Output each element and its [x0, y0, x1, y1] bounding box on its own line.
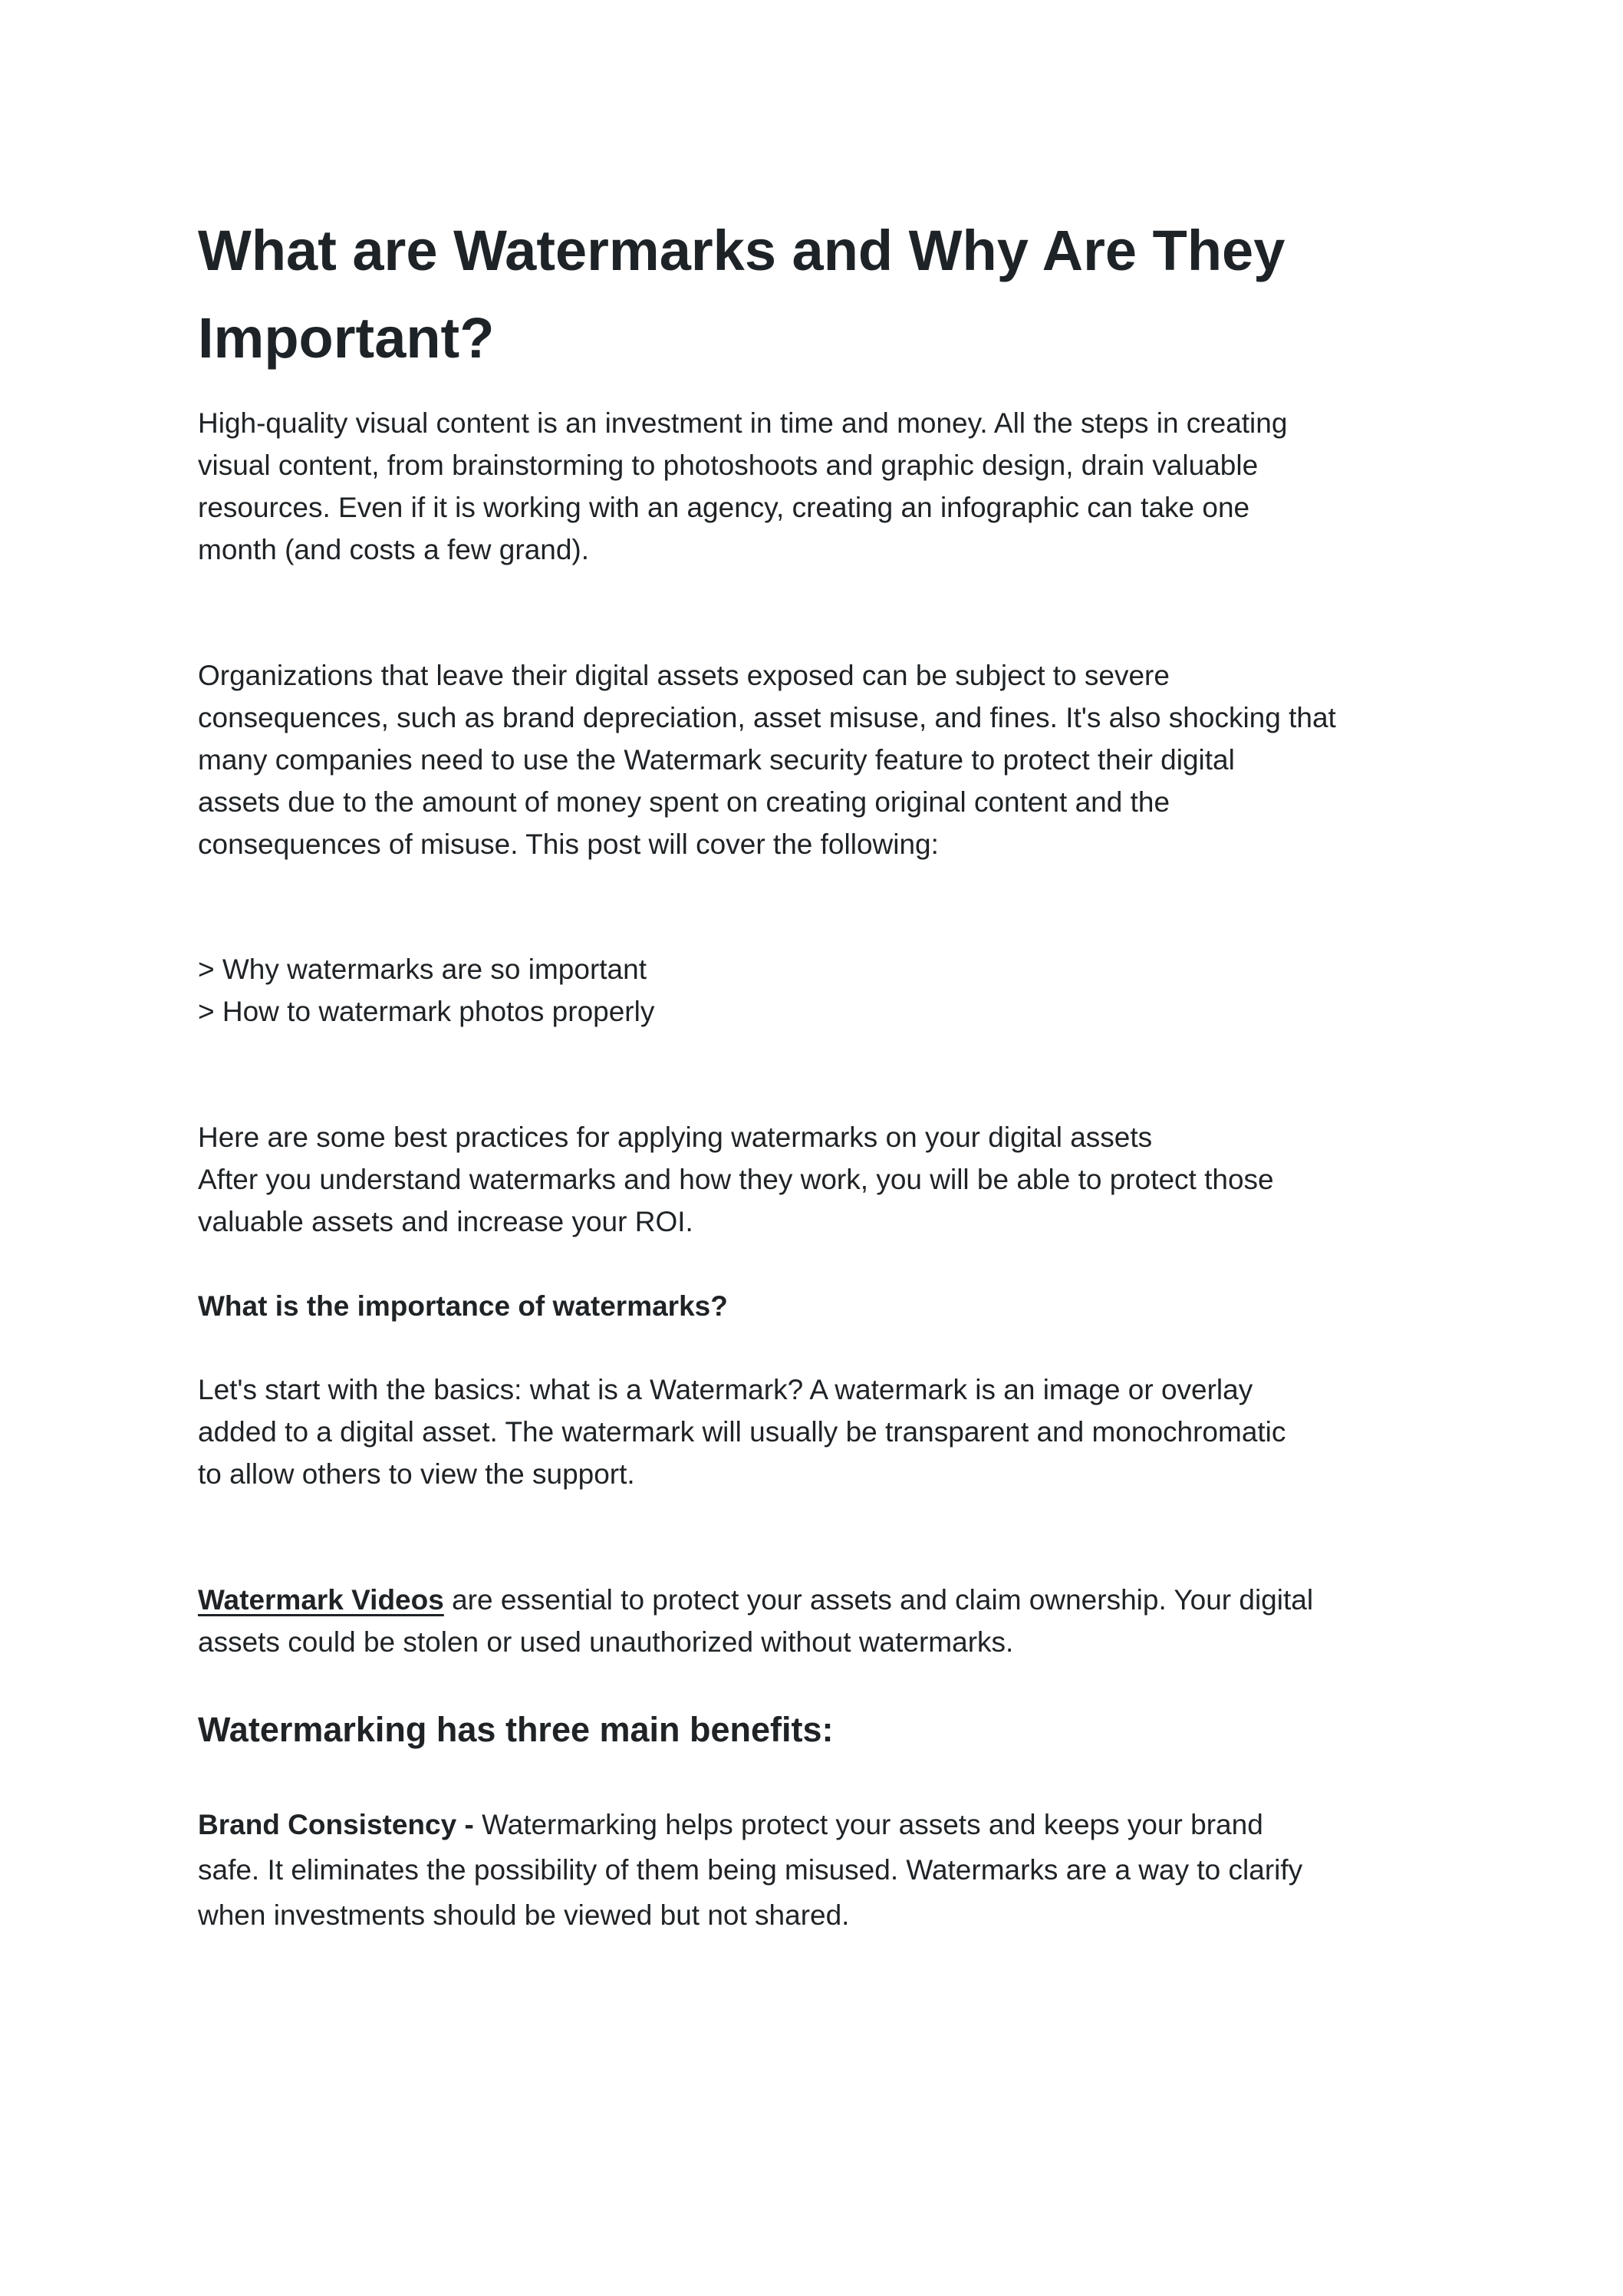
- section-heading: Watermarking has three main benefits:: [198, 1710, 834, 1749]
- text-line: [198, 1579, 1456, 1621]
- intro-paragraph: [198, 402, 1456, 571]
- best-practices-paragraph: [198, 1116, 1456, 1243]
- topics-list: [198, 948, 1456, 1033]
- title-line: Important?: [198, 306, 495, 370]
- basics-paragraph: [198, 1369, 1456, 1495]
- watermark-videos-paragraph: [198, 1579, 1456, 1663]
- text-line: many companies need to use the Watermark security feature to protect their digital: [198, 744, 1235, 776]
- text-line: safe. It eliminates the possibility of them being misused. Watermarks are a way to clarify: [198, 1854, 1303, 1886]
- text-line: [198, 1802, 1456, 1847]
- brand-consistency-paragraph: [198, 1802, 1456, 1938]
- text-line: assets due to the amount of money spent on creating original content and the: [198, 786, 1170, 818]
- text-line: After you understand watermarks and how they work, you will be able to protect those: [198, 1164, 1274, 1195]
- list-item: > Why watermarks are so important: [198, 954, 647, 985]
- watermark-videos-link[interactable]: Watermark Videos: [198, 1584, 444, 1616]
- text-segment: are essential to protect your assets and claim ownership. Your digital: [443, 1584, 1314, 1616]
- title-line: What are Watermarks and Why Are They: [198, 219, 1286, 282]
- text-line: consequences of misuse. This post will cover the following:: [198, 828, 939, 860]
- text-line: when investments should be viewed but not shared.: [198, 1899, 850, 1931]
- importance-heading: [198, 1285, 1456, 1327]
- text-line: Here are some best practices for applying watermarks on your digital assets: [198, 1122, 1153, 1153]
- section-heading: What is the importance of watermarks?: [198, 1290, 728, 1322]
- text-line: valuable assets and increase your ROI.: [198, 1206, 693, 1237]
- benefits-heading: [198, 1707, 1456, 1753]
- text-line: consequences, such as brand depreciation, asset misuse, and fines. It's also shocking that: [198, 702, 1336, 733]
- text-line: to allow others to view the support.: [198, 1458, 635, 1490]
- text-line: month (and costs a few grand).: [198, 534, 590, 565]
- text-line: Organizations that leave their digital assets exposed can be subject to severe: [198, 660, 1170, 691]
- text-line: Let's start with the basics: what is a Watermark? A watermark is an image or overlay: [198, 1374, 1253, 1405]
- organizations-paragraph: [198, 654, 1456, 865]
- text-line: added to a digital asset. The watermark will usually be transparent and monochromatic: [198, 1416, 1286, 1448]
- list-item: > How to watermark photos properly: [198, 996, 655, 1027]
- text-line: visual content, from brainstorming to photoshoots and graphic design, drain valuable: [198, 450, 1259, 481]
- text-line: resources. Even if it is working with an agency, creating an infographic can take one: [198, 492, 1250, 523]
- text-line: assets could be stolen or used unauthorized without watermarks.: [198, 1626, 1014, 1658]
- text-line: High-quality visual content is an investment in time and money. All the steps in creating: [198, 407, 1288, 439]
- page-title: [198, 207, 1456, 382]
- benefit-label: Brand Consistency -: [198, 1809, 474, 1840]
- text-segment: Watermarking helps protect your assets and keeps your brand: [473, 1809, 1263, 1840]
